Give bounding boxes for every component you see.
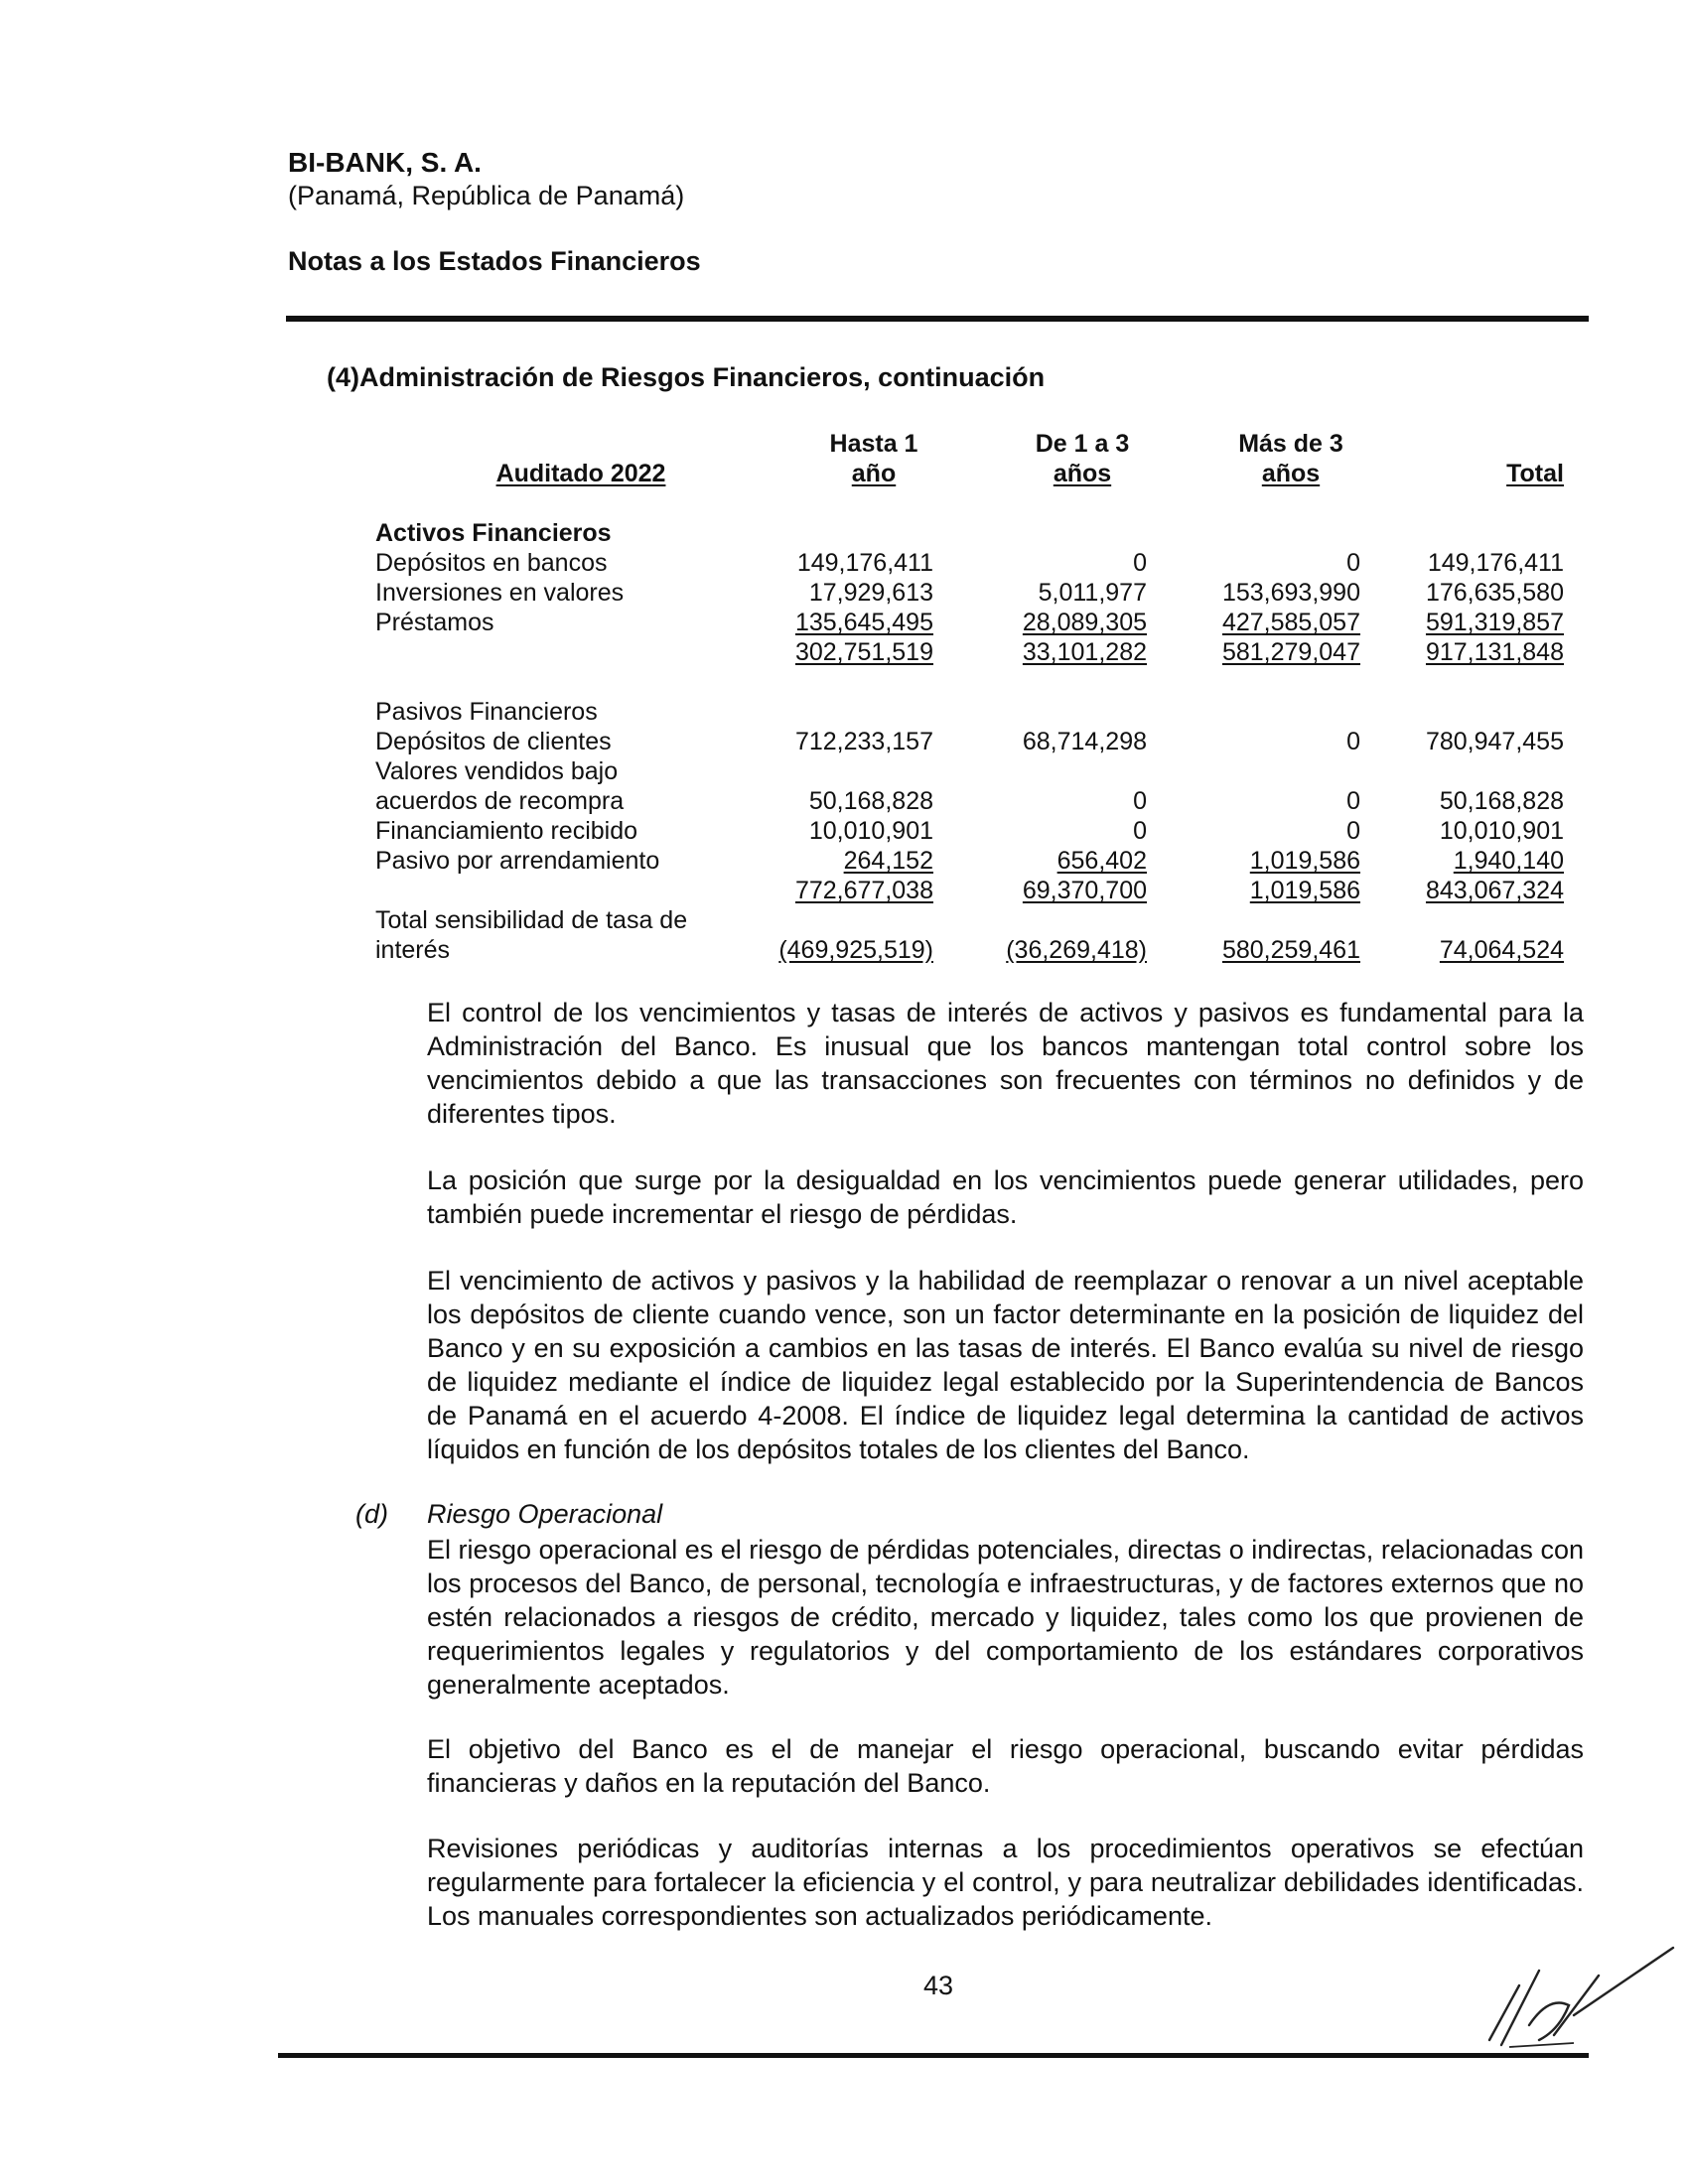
row-label: Valores vendidos bajo [375, 757, 619, 785]
sensitivity-value: 74,064,524 [1439, 936, 1564, 964]
footer-divider [278, 2053, 1589, 2058]
cell-value: 591,319,857 [1425, 609, 1564, 636]
paragraph: Revisiones periódicas y auditorías internas a los procedimientos operativos se efectúan regularmente para fortalecer la eficiencia y el control, y para neutralizar debilidades identificadas. Los manuales correspondientes son actualizados periódicamente. [427, 1834, 1584, 1931]
col1-header-line1: Hasta 1 [829, 430, 918, 458]
cell-value: 264,152 [843, 847, 933, 875]
paragraph: El riesgo operacional es el riesgo de pérdidas potenciales, directas o indirectas, relacionadas con los procesos del Banco, de personal, tecnología e infraestructuras, y de factores externos que no estén relacionados a riesgos de crédito, mercado y liquidez, tales como los que provienen de requerimientos legales y regulatorios y del comportamiento de los estándares corporativos generalmente aceptados. [427, 1535, 1584, 1700]
table-title: Auditado 2022 [495, 460, 666, 487]
subtotal-value: 772,677,038 [794, 877, 933, 904]
sensitivity-label-line2: interés [375, 936, 451, 964]
col2-header-line1: De 1 a 3 [1035, 430, 1130, 458]
cell-value: 656,402 [1056, 847, 1147, 875]
assets-heading: Activos Financieros [375, 519, 612, 547]
sensitivity-value: (469,925,519) [778, 936, 933, 964]
cell-value: 1,019,586 [1249, 847, 1360, 875]
cell-value: 1,940,140 [1453, 847, 1564, 875]
subtotal-value: 581,279,047 [1221, 638, 1360, 666]
cell-value: 50,168,828 [808, 787, 933, 815]
section-number: (4) [327, 362, 359, 392]
company-name: BI-BANK, S. A. [288, 147, 482, 178]
subtotal-value: 69,370,700 [1022, 877, 1147, 904]
row-label: Financiamiento recibido [375, 817, 638, 845]
cell-value: 0 [1346, 728, 1360, 755]
paragraph: El control de los vencimientos y tasas de interés de activos y pasivos es fundamental para la Administración del Banco. Es inusual que los bancos mantengan total control sobre los vencimientos debido a que las transacciones son frecuentes con términos no definidos y de diferentes tipos. [427, 998, 1584, 1129]
sensitivity-value: (36,269,418) [1006, 936, 1147, 964]
subtotal-value: 302,751,519 [794, 638, 933, 666]
cell-value: 28,089,305 [1022, 609, 1147, 636]
cell-value: 0 [1133, 549, 1147, 577]
cell-value: 0 [1346, 817, 1360, 845]
row-label: Depósitos de clientes [375, 728, 612, 755]
signature-mark [1479, 1936, 1678, 2055]
paragraph: La posición que surge por la desigualdad en los vencimientos puede generar utilidades, pero también puede incrementar el riesgo de pérdidas. [427, 1165, 1584, 1229]
cell-value: 17,929,613 [808, 579, 933, 607]
subtotal-value: 843,067,324 [1425, 877, 1564, 904]
item-letter: (d) [355, 1499, 388, 1529]
row-label: Pasivo por arrendamiento [375, 847, 660, 875]
cell-value: 0 [1133, 817, 1147, 845]
sensitivity-value: 580,259,461 [1221, 936, 1360, 964]
row-label: Depósitos en bancos [375, 549, 608, 577]
page-number: 43 [922, 1971, 954, 2000]
cell-value: 176,635,580 [1425, 579, 1564, 607]
cell-value: 5,011,977 [1038, 579, 1147, 607]
subtotal-value: 917,131,848 [1425, 638, 1564, 666]
row-label: Préstamos [375, 609, 494, 636]
cell-value: 0 [1346, 549, 1360, 577]
company-country: (Panamá, República de Panamá) [288, 181, 685, 210]
row-label: Inversiones en valores [375, 579, 625, 607]
cell-value: 427,585,057 [1221, 609, 1360, 636]
section-heading [286, 362, 1045, 393]
col3-header-line2: años [1261, 460, 1321, 487]
row-label: acuerdos de recompra [375, 787, 625, 815]
cell-value: 780,947,455 [1425, 728, 1564, 755]
col3-header-line1: Más de 3 [1238, 430, 1343, 458]
cell-value: 135,645,495 [794, 609, 933, 636]
paragraph: El objetivo del Banco es el de manejar el riesgo operacional, buscando evitar pérdidas financieras y daños en la reputación del Banco. [427, 1734, 1584, 1798]
cell-value: 712,233,157 [794, 728, 933, 755]
cell-value: 50,168,828 [1439, 787, 1564, 815]
paragraph: El vencimiento de activos y pasivos y la habilidad de reemplazar o renovar a un nivel aceptable los depósitos de cliente cuando vence, son un factor determinante en la posición de liquidez del Banco y en su exposición a cambios en las tasas de interés. El Banco evalúa su nivel de riesgo de liquidez mediante el índice de liquidez legal establecido por la Superintendencia de Bancos de Panamá en el acuerdo 4-2008. El índice de liquidez legal determina la cantidad de activos líquidos en función de los depósitos totales de los clientes del Banco. [427, 1266, 1584, 1464]
col2-header-line2: años [1053, 460, 1112, 487]
header-divider [286, 316, 1589, 322]
notes-title: Notas a los Estados Financieros [288, 246, 701, 276]
section-title: Administración de Riesgos Financieros, continuación [359, 362, 1046, 392]
cell-value: 10,010,901 [1439, 817, 1564, 845]
cell-value: 68,714,298 [1022, 728, 1147, 755]
col1-header-line2: año [851, 460, 897, 487]
cell-value: 10,010,901 [808, 817, 933, 845]
total-header: Total [1506, 460, 1564, 487]
item-title: Riesgo Operacional [427, 1499, 663, 1529]
cell-value: 149,176,411 [1427, 549, 1564, 577]
liabilities-heading: Pasivos Financieros [375, 698, 598, 726]
cell-value: 153,693,990 [1221, 579, 1360, 607]
cell-value: 149,176,411 [796, 549, 933, 577]
sensitivity-label-line1: Total sensibilidad de tasa de [375, 906, 688, 934]
cell-value: 0 [1346, 787, 1360, 815]
subtotal-value: 33,101,282 [1022, 638, 1147, 666]
subtotal-value: 1,019,586 [1249, 877, 1360, 904]
cell-value: 0 [1133, 787, 1147, 815]
